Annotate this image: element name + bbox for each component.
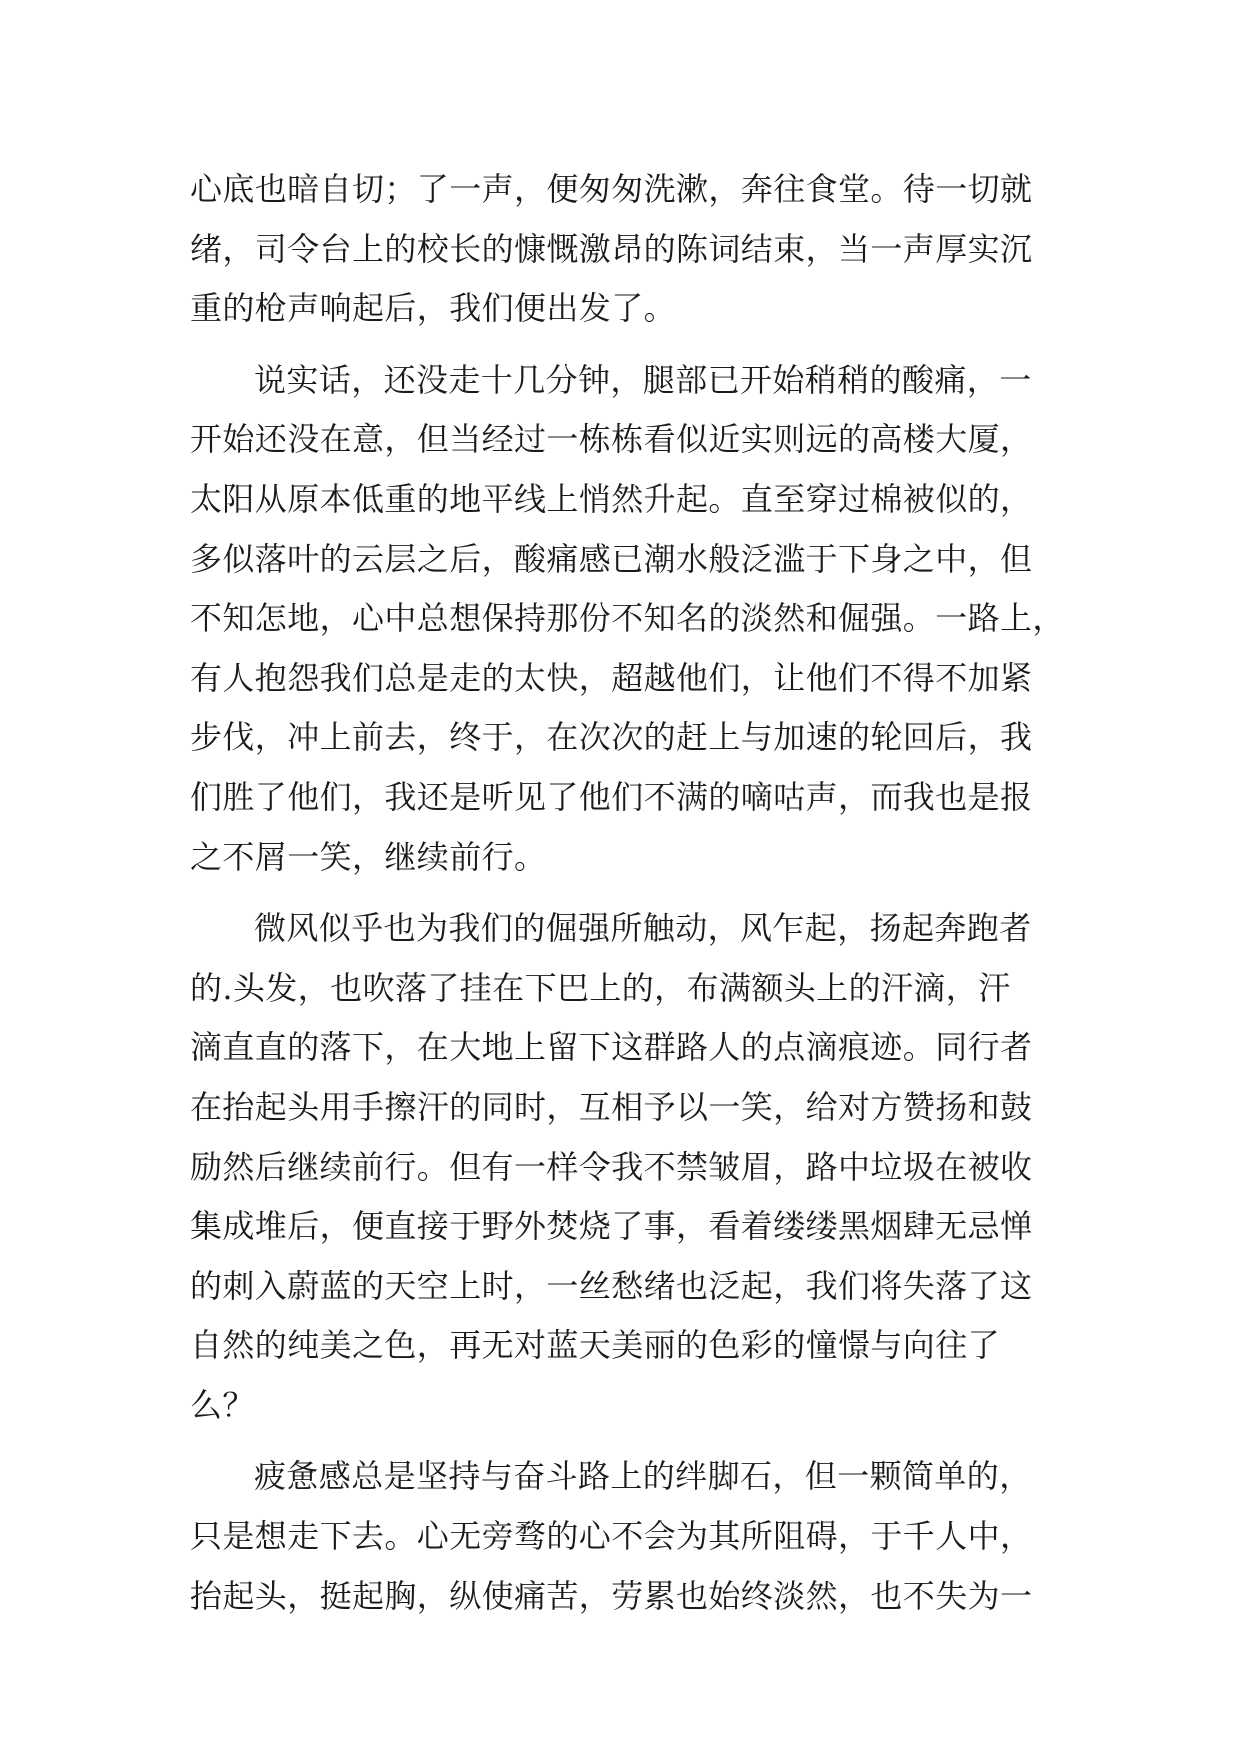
text-line: 微风似乎也为我们的倔强所触动，风乍起，扬起奔跑者 bbox=[254, 909, 1032, 948]
text-line: 疲惫感总是坚持与奋斗路上的绊脚石，但一颗简单的， bbox=[254, 1457, 1032, 1496]
text-line: 的.头发，也吹落了挂在下巴上的，布满额头上的汗滴，汗 bbox=[190, 968, 1011, 1007]
text-line: 绪，司令台上的校长的慷慨激昂的陈词结束，当一声厚实沉 bbox=[190, 229, 1033, 268]
text-line: 抬起头，挺起胸，纵使痛苦，劳累也始终淡然，也不失为一 bbox=[190, 1576, 1033, 1615]
text-line: 么？ bbox=[190, 1385, 255, 1424]
text-line: 之不屑一笑，继续前行。 bbox=[190, 837, 547, 876]
text-line: 开始还没在意，但当经过一栋栋看似近实则远的高楼大厦， bbox=[190, 420, 1033, 459]
text-line: 太阳从原本低重的地平线上悄然升起。直至穿过棉被似的， bbox=[190, 479, 1033, 518]
text-line: 重的枪声响起后，我们便出发了。 bbox=[190, 289, 677, 328]
text-line: 们胜了他们，我还是听见了他们不满的嘀咕声，而我也是报 bbox=[190, 777, 1033, 816]
text-line: 集成堆后，便直接于野外焚烧了事，看着缕缕黑烟肆无忌惮 bbox=[190, 1207, 1033, 1246]
text-line: 不知怎地，心中总想保持那份不知名的淡然和倔强。一路上， bbox=[190, 599, 1065, 638]
text-line: 滴直直的落下，在大地上留下这群路人的点滴痕迹。同行者 bbox=[190, 1028, 1033, 1067]
text-line: 自然的纯美之色，再无对蓝天美丽的色彩的憧憬与向往了 bbox=[190, 1326, 1001, 1365]
text-line: 励然后继续前行。但有一样令我不禁皱眉，路中垃圾在被收 bbox=[190, 1147, 1033, 1186]
paragraph-gap bbox=[190, 339, 1070, 351]
text-line: 多似落叶的云层之后，酸痛感已潮水般泛滥于下身之中，但 bbox=[190, 539, 1033, 578]
paragraph-1 bbox=[190, 160, 1070, 339]
text-line: 有人抱怨我们总是走的太快，超越他们，让他们不得不加紧 bbox=[190, 658, 1033, 697]
paragraph-gap bbox=[190, 1435, 1070, 1447]
text-line: 步伐，冲上前去，终于，在次次的赶上与加速的轮回后，我 bbox=[190, 718, 1033, 757]
paragraph-4 bbox=[190, 1447, 1070, 1626]
text-line: 在抬起头用手擦汗的同时，互相予以一笑，给对方赞扬和鼓 bbox=[190, 1087, 1033, 1126]
text-line: 心底也暗自切；了一声，便匆匆洗漱，奔往食堂。待一切就 bbox=[190, 170, 1033, 208]
text-line: 只是想走下去。心无旁骛的心不会为其所阻碍，于千人中， bbox=[190, 1517, 1033, 1556]
text-line: 说实话，还没走十几分钟，腿部已开始稍稍的酸痛，一 bbox=[254, 360, 1032, 399]
document-body bbox=[190, 160, 1070, 1626]
paragraph-2 bbox=[190, 351, 1070, 887]
paragraph-gap bbox=[190, 887, 1070, 899]
paragraph-3 bbox=[190, 899, 1070, 1435]
text-line: 的刺入蔚蓝的天空上时，一丝愁绪也泛起，我们将失落了这 bbox=[190, 1266, 1033, 1305]
